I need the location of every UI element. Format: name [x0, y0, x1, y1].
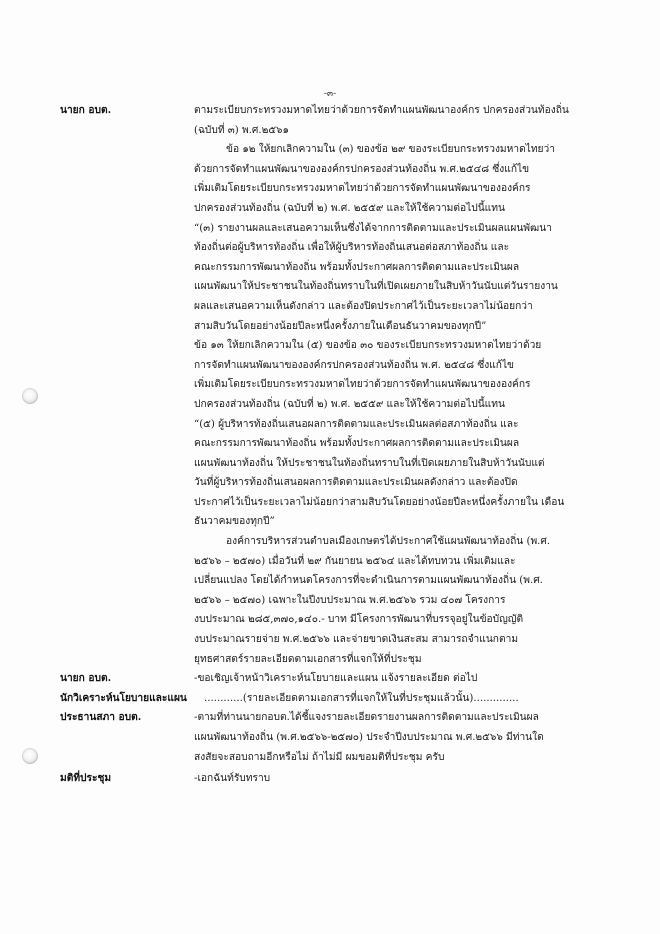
block-council-chairman	[60, 708, 620, 767]
speaker-label: นักวิเคราะห์นโยบายและแผน	[60, 691, 187, 704]
text-line: คณะกรรมการพัฒนาท้องถิ่น พร้อมทั้งประกาศผลการติดตามและประเมินผล	[194, 261, 520, 273]
text-line: สงสัยจะสอบถามอีกหรือไม่ ถ้าไม่มี ผมขอมติที่ประชุม ครับ	[194, 751, 445, 763]
text-line: การจัดทำแผนพัฒนาขององค์กรปกครองส่วนท้องถิ่น พ.ศ. ๒๕๔๘ ซึ่งแก้ไข	[194, 359, 515, 371]
block-mayor-regulation	[60, 101, 620, 669]
text-line: ธันวาคมของทุกปี”	[194, 516, 275, 528]
text-line: องค์การบริหารส่วนตำบลเมืองเกษตรได้ประกาศใช้แผนพัฒนาท้องถิ่น (พ.ศ.	[226, 536, 551, 548]
text-line: ๒๕๖๖ – ๒๕๗๐) เมื่อวันที่ ๒๙ กันยายน ๒๕๖๔ และได้ทบทวน เพิ่มเติมและ	[194, 555, 516, 567]
speaker-label: นายก อบต.	[60, 104, 112, 116]
block-resolution	[60, 769, 620, 789]
text-line: ยุทธศาสตร์รายละเอียดตามเอกสารที่แจกให้ที่ประชุม	[194, 653, 422, 665]
text-line: แผนพัฒนาท้องถิ่น (พ.ศ.๒๕๖๖-๒๕๗๐) ประจำปีงบประมาณ พ.ศ.๒๕๖๖ มีท่านใด	[194, 732, 544, 743]
text-line: เพิ่มเติมโดยระเบียบกระทรวงมหาดไทยว่าด้วยการจัดทำแผนพัฒนาขององค์กร	[194, 183, 531, 195]
document-body	[60, 101, 620, 789]
punch-hole-bottom	[22, 748, 38, 764]
text-line: ข้อ ๑๒ ให้ยกเลิกความใน (๓) ของข้อ ๒๙ ของระเบียบกระทรวงมหาดไทยว่า	[226, 144, 555, 156]
text-line: ปกครองส่วนท้องถิ่น (ฉบับที่ ๒) พ.ศ. ๒๕๕๙ และให้ใช้ความต่อไปนี้แทน	[194, 202, 505, 214]
text-line: เปลี่ยนแปลง โดยได้กำหนดโครงการที่จะดำเนินการตามแผนพัฒนาท้องถิ่น (พ.ศ.	[194, 575, 543, 587]
speaker-label: นายก อบต.	[60, 672, 112, 685]
text-line: ๒๕๖๖ – ๒๕๗๐) เฉพาะในปีงบประมาณ พ.ศ.๒๕๖๖ รวม ๔๐๗ โครงการ	[194, 594, 506, 606]
text-line: “(๓) รายงานผลและเสนอความเห็นซึ่งได้จากการติดตามและประเมินผลแผนพัฒนา	[194, 222, 552, 234]
page-number: -๓-	[323, 89, 337, 99]
text-line: ............(รายละเอียดตามเอกสารที่แจกให้ในที่ประชุมแล้วนั้น)..............	[204, 692, 519, 704]
speaker-label: ประธานสภา อบต.	[60, 711, 142, 724]
text-line: งบประมาณรายจ่าย พ.ศ.๒๕๖๖ และจ่ายขาดเงินสะสม สามารถจำแนกตาม	[194, 634, 519, 646]
block-text	[194, 708, 620, 767]
text-line: ข้อ ๑๓ ให้ยกเลิกความใน (๕) ของข้อ ๓๐ ของระเบียบกระทรวงมหาดไทยว่าด้วย	[194, 340, 542, 352]
text-line: คณะกรรมการพัฒนาท้องถิ่น พร้อมทั้งประกาศผลการติดตามและประเมินผล	[194, 438, 520, 450]
text-line: วันที่ผู้บริหารท้องถิ่นเสนอผลการติดตามและประเมินผลดังกล่าว และต้องปิด	[194, 477, 518, 489]
speaker-label: มติที่ประชุม	[60, 772, 112, 785]
text-line: ประกาศไว้เป็นระยะเวลาไม่น้อยกว่าสามสิบวันโดยอย่างน้อยปีละหนึ่งครั้งภายใน เดือน	[194, 496, 565, 508]
text-line: (ฉบับที่ ๓) พ.ศ.๒๕๖๑	[194, 124, 289, 136]
text-line: ด้วยการจัดทำแผนพัฒนาขององค์กรปกครองส่วนท้องถิ่น พ.ศ.๒๕๔๘ ซึ่งแก้ไข	[194, 163, 530, 175]
text-line: งบประมาณ ๒๘๕,๓๗๐,๑๔๐.- บาท มีโครงการพัฒนาที่บรรจุอยู่ในข้อบัญญัติ	[194, 614, 524, 626]
block-mayor-invite	[60, 669, 620, 689]
text-line: -เอกฉันท์รับทราบ	[194, 773, 271, 785]
block-text	[194, 669, 620, 689]
block-policy-analyst	[60, 689, 620, 709]
text-line: ผลและเสนอความเห็นดังกล่าว และต้องปิดประกาศไว้เป็นระยะเวลาไม่น้อยกว่า	[194, 300, 533, 312]
text-line: แผนพัฒนาท้องถิ่น ให้ประชาชนในท้องถิ่นทราบในที่เปิดเผยภายในสิบห้าวันนับแต่	[194, 457, 545, 469]
text-line: แผนพัฒนาให้ประชาชนในท้องถิ่นทราบในที่เปิดเผยภายในสิบห้าวันนับแต่วันรายงาน	[194, 281, 558, 293]
punch-hole-top	[22, 388, 38, 404]
text-line: -ตามที่ท่านนายกอบต.ได้ชี้แจงรายละเอียดรายงานผลการติดตามและประเมินผล	[194, 712, 539, 724]
block-text	[194, 101, 620, 669]
block-text	[194, 689, 620, 709]
text-line: เพิ่มเติมโดยระเบียบกระทรวงมหาดไทยว่าด้วยการจัดทำแผนพัฒนาขององค์กร	[194, 379, 531, 391]
text-line: สามสิบวันโดยอย่างน้อยปีละหนึ่งครั้งภายในเดือนธันวาคมของทุกปี”	[194, 320, 487, 332]
text-line: ท้องถิ่นต่อผู้บริหารท้องถิ่น เพื่อให้ผู้บริหารท้องถิ่นเสนอต่อสภาท้องถิ่น และ	[194, 242, 510, 254]
block-text	[194, 769, 620, 789]
text-line: -ขอเชิญเจ้าหน้าวิเคราะห์นโยบายและแผน แจ้งรายละเอียด ต่อไป	[194, 673, 478, 685]
text-line: ปกครองส่วนท้องถิ่น (ฉบับที่ ๒) พ.ศ. ๒๕๕๙ และให้ใช้ความต่อไปนี้แทน	[194, 398, 505, 410]
text-line: “(๕) ผู้บริหารท้องถิ่นเสนอผลการติดตามและประเมินผลต่อสภาท้องถิ่น และ	[194, 418, 519, 430]
text-line: ตามระเบียบกระทรวงมหาดไทยว่าด้วยการจัดทำแผนพัฒนาองค์กร ปกครองส่วนท้องถิ่น	[194, 105, 569, 116]
